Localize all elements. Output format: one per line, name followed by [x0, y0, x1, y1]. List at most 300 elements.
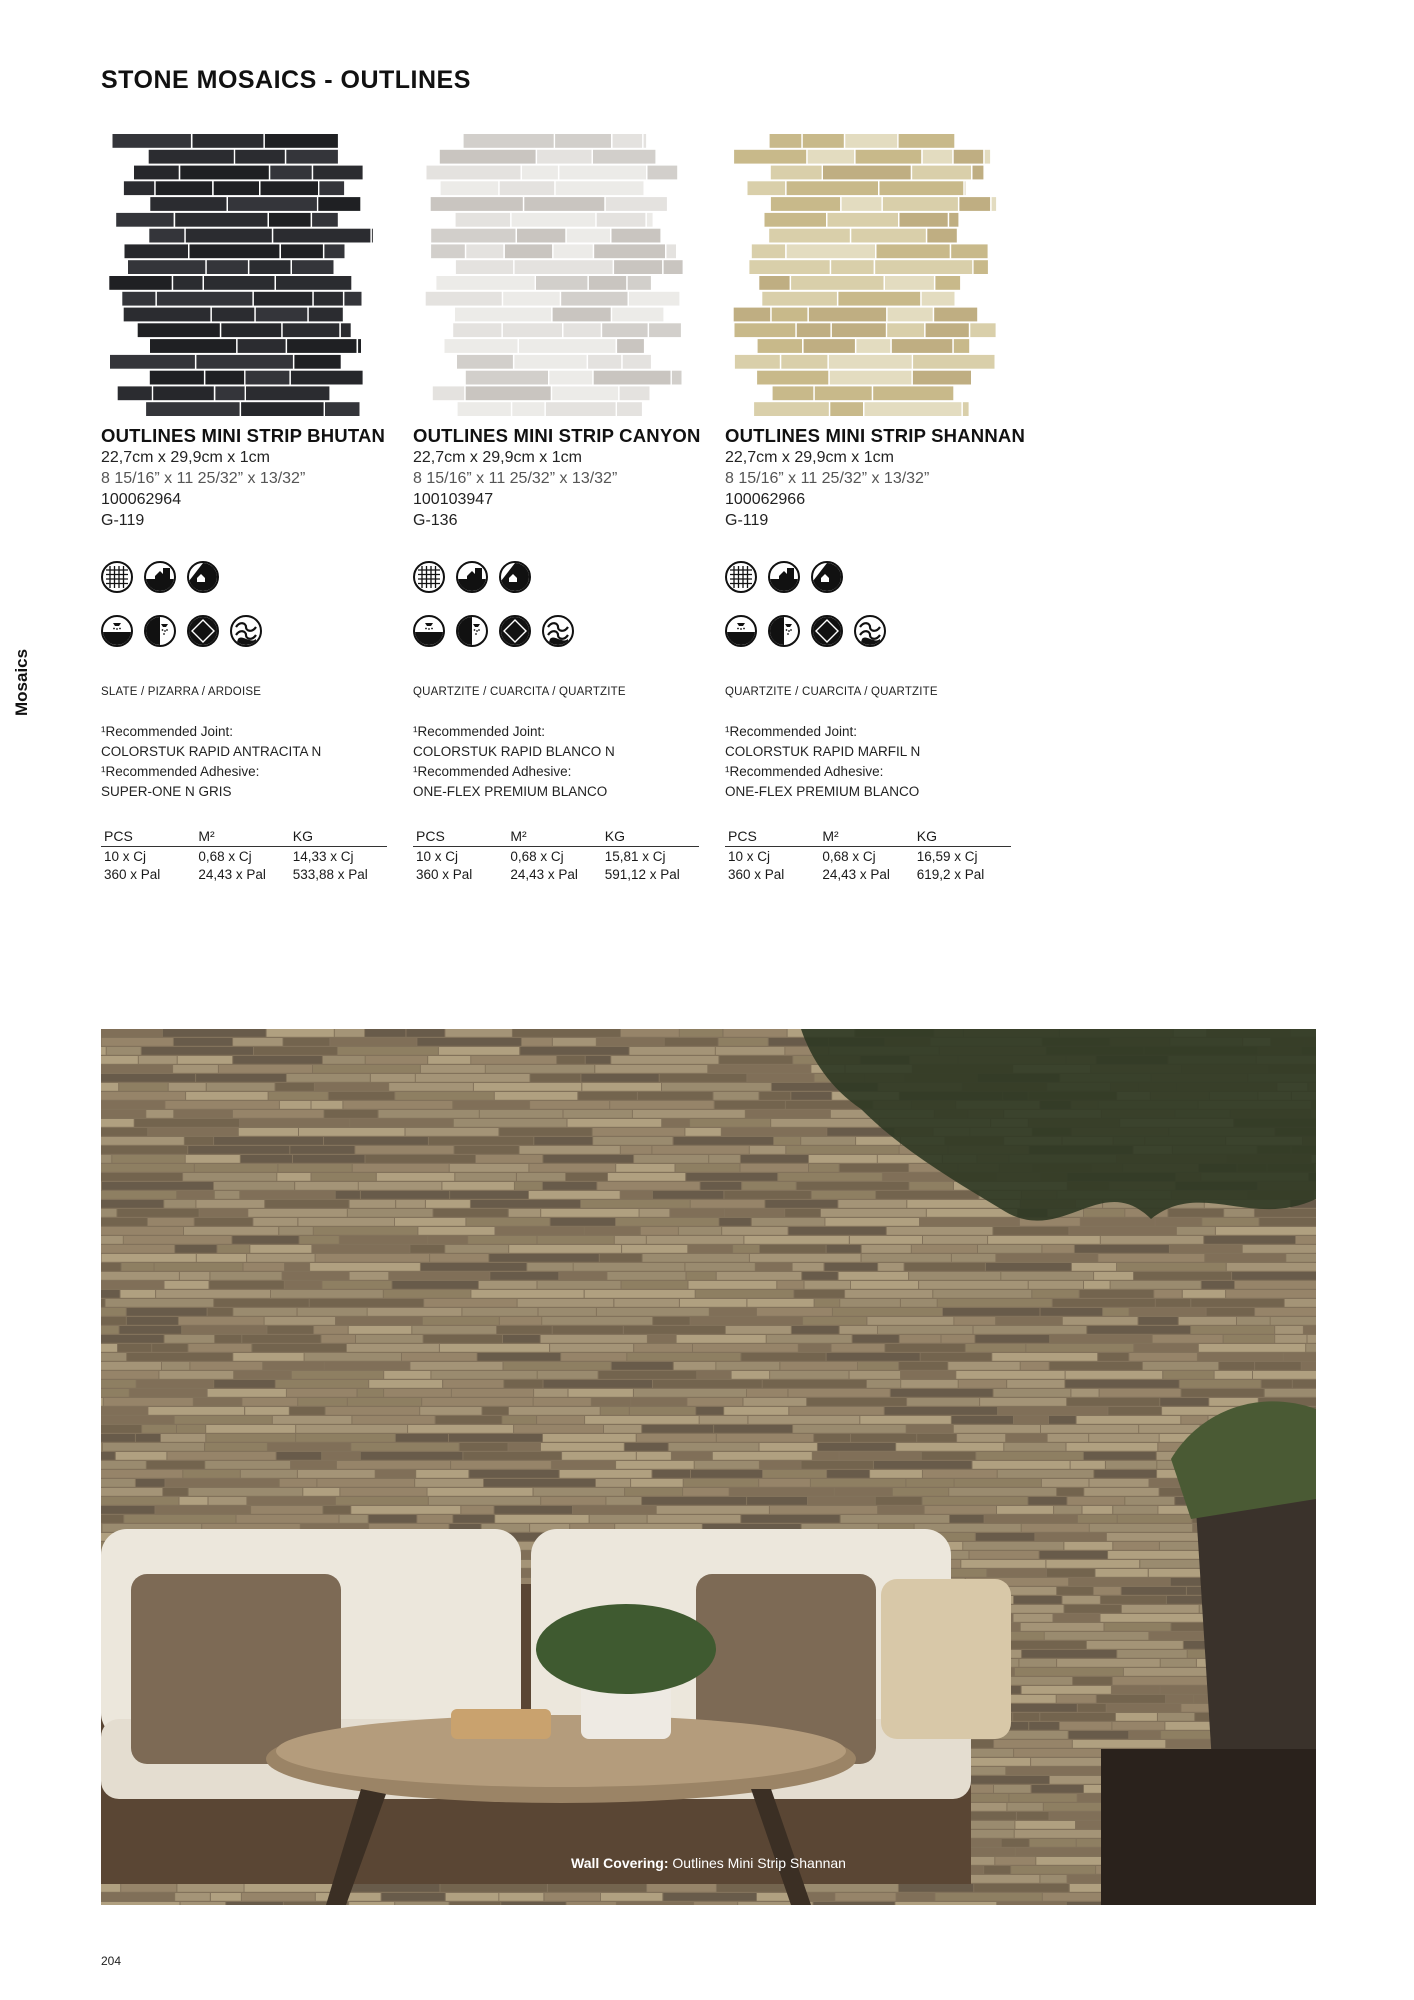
mosaic-strip — [431, 229, 515, 243]
mosaic-strip — [464, 134, 554, 148]
mosaic-strip — [235, 150, 285, 164]
mosaic-strip — [238, 339, 286, 353]
wall-home-icon — [144, 561, 176, 593]
mosaic-strip — [228, 197, 317, 211]
product-swatch-image — [725, 133, 1007, 417]
col-header-m2: M² — [819, 828, 913, 847]
mosaic-strip — [892, 339, 953, 353]
mosaic-strip — [887, 323, 924, 337]
mosaic-strip — [623, 355, 651, 369]
swirl-icon — [230, 615, 262, 647]
col-header-kg: KG — [602, 828, 699, 847]
mosaic-strip — [965, 181, 966, 195]
mosaic-strip — [113, 134, 191, 148]
usage-icons-row-1 — [725, 561, 1015, 593]
mosaic-strip — [973, 166, 984, 180]
mosaic-strip — [672, 371, 682, 385]
mosaic-strip — [505, 244, 552, 258]
mosaic-strip — [877, 244, 950, 258]
table-cell: 24,43 x Pal — [510, 867, 578, 882]
product-size-imperial: 8 15/16” x 11 25/32” x 13/32” — [725, 470, 930, 487]
joint-value: COLORSTUK RAPID BLANCO N — [413, 744, 615, 759]
adhesive-value: SUPER-ONE N GRIS — [101, 784, 232, 799]
usage-icons-row-1 — [101, 561, 391, 593]
mosaic-strip — [441, 181, 499, 195]
mosaic-strip — [536, 276, 587, 290]
mosaic-strip — [974, 260, 988, 274]
mosaic-strip — [517, 229, 565, 243]
diamond-tile-icon — [499, 615, 531, 647]
col-header-kg: KG — [914, 828, 1011, 847]
table-cell: 360 x Pal — [416, 867, 473, 882]
table-cell: 0,68 x Cj — [198, 849, 252, 864]
mosaic-strip — [283, 323, 340, 337]
mosaic-strip — [769, 229, 850, 243]
joint-label: ¹Recommended Joint: — [413, 724, 546, 739]
mosaic-strip — [173, 276, 202, 290]
mosaic-strip — [249, 260, 290, 274]
table-cell: 15,81 x Cj — [604, 849, 666, 864]
coffee-table-tray — [276, 1715, 846, 1787]
table-cell: 0,68 x Cj — [510, 849, 564, 864]
mosaic-strip — [124, 181, 154, 195]
mosaic-strip — [549, 371, 592, 385]
mosaic-strip — [614, 260, 662, 274]
mosaic-strip — [522, 166, 558, 180]
packaging-table — [725, 828, 1011, 883]
product-group: G-136 — [413, 512, 458, 529]
mosaic-strip — [118, 386, 152, 400]
product-size-metric: 22,7cm x 29,9cm x 1cm — [101, 449, 270, 466]
product-card-shannan — [725, 133, 1026, 883]
table-cell: 591,12 x Pal — [604, 867, 680, 882]
mosaic-strip — [524, 197, 604, 211]
mosaic-strip — [865, 402, 962, 416]
mosaic-strip — [765, 213, 827, 227]
product-name: OUTLINES MINI STRIP CANYON — [413, 425, 701, 446]
mosaic-strip — [754, 402, 829, 416]
mosaic-strip — [186, 229, 272, 243]
mosaic-strip — [313, 166, 362, 180]
mosaic-strip — [899, 134, 955, 148]
shower-floor-icon — [413, 615, 445, 647]
mosaic-strip — [935, 276, 960, 290]
mosaic-strip — [561, 292, 627, 306]
mosaic-strip — [830, 402, 863, 416]
photo-caption-label: Wall Covering: — [571, 1855, 669, 1871]
mosaic-strip — [205, 371, 244, 385]
mosaic-strip — [808, 150, 854, 164]
mosaic-strip — [287, 339, 356, 353]
mesh-icon — [101, 561, 133, 593]
mosaic-strip — [269, 213, 311, 227]
mosaic-strip — [954, 150, 984, 164]
mosaic-strip — [593, 150, 655, 164]
mosaic-strip — [324, 244, 344, 258]
mosaic-strip — [922, 292, 955, 306]
mosaic-strip — [830, 371, 912, 385]
mosaic-strip — [193, 134, 264, 148]
product-material: QUARTZITE / CUARCITA / QUARTZITE — [413, 686, 626, 698]
mosaic-strip — [912, 166, 971, 180]
mosaic-strip — [791, 276, 883, 290]
mosaic-strip — [124, 308, 211, 322]
mosaic-strip — [270, 166, 311, 180]
mosaic-strip — [246, 371, 290, 385]
mosaic-strip — [319, 181, 344, 195]
mosaic-strip — [555, 134, 611, 148]
mosaic-strip — [150, 371, 204, 385]
product-size-metric: 22,7cm x 29,9cm x 1cm — [413, 449, 582, 466]
mosaic-strip — [190, 244, 280, 258]
packaging-header-row — [725, 828, 1011, 847]
mosaic-strip — [613, 134, 643, 148]
mosaic-strip — [221, 323, 281, 337]
mosaic-strip — [116, 213, 173, 227]
mosaic-strip — [281, 244, 323, 258]
usage-icons-row-1 — [413, 561, 703, 593]
mosaic-strip — [292, 260, 334, 274]
wall-home-icon — [768, 561, 800, 593]
cushion-beige — [881, 1579, 1011, 1739]
mosaic-strip — [589, 276, 626, 290]
mosaic-strip — [546, 402, 616, 416]
mosaic-strip — [265, 134, 338, 148]
mosaic-strip — [617, 339, 644, 353]
mosaic-strip — [667, 244, 677, 258]
mosaic-strip — [927, 229, 957, 243]
mosaic-strip — [758, 339, 802, 353]
diamond-tile-icon — [811, 615, 843, 647]
mosaic-strip — [773, 386, 814, 400]
mosaic-strip — [325, 402, 360, 416]
mesh-icon — [413, 561, 445, 593]
mosaic-strip — [594, 371, 671, 385]
mosaic-strip — [757, 371, 828, 385]
mosaic-strip — [559, 166, 646, 180]
mosaic-strip — [286, 150, 338, 164]
mosaic-strip — [273, 229, 370, 243]
mesh-icon — [725, 561, 757, 593]
mosaic-strip — [880, 181, 964, 195]
shower-floor-icon — [725, 615, 757, 647]
mosaic-strip — [291, 371, 363, 385]
mosaic-strip — [620, 386, 650, 400]
packaging-table — [413, 828, 699, 883]
mosaic-strip — [875, 260, 972, 274]
col-header-kg: KG — [290, 828, 387, 847]
mosaic-strip — [344, 292, 361, 306]
mosaic-strip — [612, 308, 663, 322]
mosaic-strip — [772, 308, 808, 322]
mosaic-strip — [771, 197, 840, 211]
mosaic-strip — [503, 323, 562, 337]
mosaic-strip — [612, 229, 661, 243]
mosaic-strip — [913, 355, 994, 369]
mosaic-strip — [828, 213, 899, 227]
col-header-pcs: PCS — [101, 828, 195, 847]
mosaic-strip — [954, 339, 969, 353]
mosaic-strip — [567, 229, 610, 243]
mosaic-strip — [514, 355, 586, 369]
mosaic-strip — [207, 260, 248, 274]
mosaic-strip — [215, 386, 244, 400]
product-name: OUTLINES MINI STRIP SHANNAN — [725, 425, 1026, 446]
bread-plate — [451, 1709, 551, 1739]
swirl-icon — [542, 615, 574, 647]
mosaic-strip — [809, 308, 886, 322]
shower-wall-icon — [144, 615, 176, 647]
mosaic-strip — [781, 355, 827, 369]
mosaic-strip — [537, 150, 591, 164]
table-cell: 619,2 x Pal — [916, 867, 985, 882]
product-swatch-image — [101, 133, 383, 417]
mosaic-strip — [358, 339, 361, 353]
recommendations — [101, 722, 391, 802]
mosaic-strip — [149, 150, 234, 164]
mosaic-strip — [617, 402, 642, 416]
mosaic-strip — [923, 150, 952, 164]
table-row — [413, 847, 699, 866]
mosaic-strip — [312, 213, 338, 227]
mosaic-strip — [157, 292, 253, 306]
mosaic-strip — [552, 386, 618, 400]
mosaic-strip — [648, 166, 678, 180]
mosaic-strip — [175, 213, 267, 227]
mosaic-strip — [797, 323, 831, 337]
mosaic-strip — [842, 197, 882, 211]
table-cell: 10 x Cj — [416, 849, 459, 864]
table-cell: 10 x Cj — [104, 849, 147, 864]
mosaic-strip — [856, 150, 922, 164]
mosaic-strip — [433, 386, 464, 400]
col-header-m2: M² — [195, 828, 289, 847]
mosaic-strip — [256, 308, 307, 322]
table-cell: 24,43 x Pal — [198, 867, 266, 882]
mosaic-strip — [815, 386, 872, 400]
mosaic-strip — [597, 213, 646, 227]
product-card-canyon — [413, 133, 703, 883]
packaging-table — [101, 828, 387, 883]
product-size-imperial: 8 15/16” x 11 25/32” x 13/32” — [101, 470, 306, 487]
mosaic-strip — [963, 402, 969, 416]
mosaic-strip — [647, 213, 653, 227]
mosaic-strip — [564, 323, 601, 337]
mosaic-strip — [503, 292, 560, 306]
mosaic-strip — [149, 229, 184, 243]
mosaic-strip — [749, 260, 829, 274]
col-header-pcs: PCS — [413, 828, 507, 847]
product-swatch-image — [413, 133, 695, 417]
col-header-pcs: PCS — [725, 828, 819, 847]
mosaic-strip — [318, 197, 360, 211]
mosaic-strip — [606, 197, 667, 211]
shower-wall-icon — [456, 615, 488, 647]
mosaic-strip — [934, 308, 977, 322]
mosaic-strip — [214, 181, 259, 195]
mosaic-strip — [856, 339, 890, 353]
mosaic-strip — [926, 323, 969, 337]
mosaic-strip — [949, 213, 958, 227]
mosaic-strip — [762, 292, 837, 306]
product-size-imperial: 8 15/16” x 11 25/32” x 13/32” — [413, 470, 618, 487]
mosaic-strip — [752, 244, 785, 258]
wall-home-icon — [456, 561, 488, 593]
mosaic-strip — [109, 276, 171, 290]
ambience-photo-illustration — [101, 1029, 1316, 1905]
adhesive-value: ONE-FLEX PREMIUM BLANCO — [725, 784, 920, 799]
col-header-m2: M² — [507, 828, 601, 847]
mosaic-strip — [735, 355, 780, 369]
mosaic-strip — [970, 323, 995, 337]
mosaic-strip — [431, 197, 523, 211]
mosaic-strip — [664, 260, 683, 274]
table-cell: 0,68 x Cj — [822, 849, 876, 864]
mosaic-strip — [735, 323, 796, 337]
product-code: 100103947 — [413, 491, 494, 508]
mosaic-strip — [829, 355, 912, 369]
mosaic-strip — [341, 323, 351, 337]
usage-icons-row-2 — [413, 615, 703, 647]
floor-home-icon — [499, 561, 531, 593]
joint-label: ¹Recommended Joint: — [725, 724, 858, 739]
mosaic-strip — [134, 166, 179, 180]
mosaic-strip — [261, 181, 319, 195]
table-row — [413, 865, 699, 883]
mosaic-strip — [458, 402, 511, 416]
mosaic-strip — [246, 386, 329, 400]
mosaic-strip — [888, 308, 933, 322]
product-name: OUTLINES MINI STRIP BHUTAN — [101, 425, 386, 446]
mosaic-strip — [456, 260, 513, 274]
mosaic-strip — [457, 355, 513, 369]
mosaic-strip — [602, 323, 647, 337]
mosaic-strip — [885, 276, 934, 290]
adhesive-label: ¹Recommended Adhesive: — [101, 764, 260, 779]
adhesive-value: ONE-FLEX PREMIUM BLANCO — [413, 784, 608, 799]
joint-label: ¹Recommended Joint: — [101, 724, 234, 739]
mosaic-strip — [992, 197, 997, 211]
mosaic-strip — [455, 308, 551, 322]
usage-icons-row-2 — [101, 615, 391, 647]
product-material: QUARTZITE / CUARCITA / QUARTZITE — [725, 686, 938, 698]
table-cell: 360 x Pal — [104, 867, 161, 882]
table-cell: 14,33 x Cj — [292, 849, 354, 864]
mosaic-strip — [241, 402, 324, 416]
mosaic-strip — [803, 134, 844, 148]
mosaic-strip — [913, 371, 971, 385]
mosaic-strip — [553, 308, 611, 322]
mosaic-strip — [146, 402, 240, 416]
table-row — [101, 865, 387, 883]
packaging-header-row — [101, 828, 387, 847]
mosaic-strip — [594, 244, 665, 258]
mosaic-strip — [150, 197, 226, 211]
table-row — [725, 865, 1011, 883]
mosaic-strip — [588, 355, 621, 369]
mosaic-strip — [823, 166, 911, 180]
mosaic-strip — [838, 292, 920, 306]
mosaic-strip — [431, 244, 465, 258]
mosaic-strip — [734, 308, 771, 322]
mosaic-strip — [831, 260, 873, 274]
mosaic-strip — [156, 181, 212, 195]
mosaic-strip — [125, 244, 189, 258]
mosaic-strip — [515, 260, 613, 274]
mosaic-strip — [787, 244, 875, 258]
table-row — [101, 847, 387, 866]
product-size-metric: 22,7cm x 29,9cm x 1cm — [725, 449, 894, 466]
ambience-photo — [101, 1029, 1316, 1905]
mosaic-strip — [804, 339, 855, 353]
mosaic-strip — [748, 181, 786, 195]
mosaic-strip — [254, 292, 312, 306]
page-title: STONE MOSAICS - OUTLINES — [101, 66, 471, 94]
mosaic-strip — [440, 150, 536, 164]
mosaic-strip — [466, 386, 551, 400]
mosaic-strip — [180, 166, 268, 180]
mosaic-strip — [628, 276, 651, 290]
product-group: G-119 — [725, 512, 769, 529]
mosaic-strip — [445, 339, 518, 353]
mosaic-strip — [883, 197, 958, 211]
mosaic-strip — [512, 213, 596, 227]
product-group: G-119 — [101, 512, 145, 529]
mosaic-strip — [770, 134, 802, 148]
mosaic-strip — [122, 292, 155, 306]
mosaic-strip — [845, 134, 897, 148]
mosaic-strip — [466, 371, 548, 385]
page-number: 204 — [101, 1954, 122, 1968]
mosaic-strip — [771, 166, 822, 180]
mosaic-strip — [519, 339, 616, 353]
mosaic-strip — [832, 323, 886, 337]
mosaic-strip — [554, 244, 593, 258]
mosaic-strip — [512, 402, 544, 416]
mosaic-strip — [759, 276, 789, 290]
table-row — [725, 847, 1011, 866]
table-cell: 16,59 x Cj — [916, 849, 978, 864]
mosaic-strip — [649, 323, 681, 337]
mosaic-strip — [294, 355, 340, 369]
mosaic-strip — [196, 355, 293, 369]
recommendations — [725, 722, 1015, 802]
product-card-bhutan — [101, 133, 391, 883]
mosaic-strip — [456, 213, 511, 227]
photo-caption-value: Outlines Mini Strip Shannan — [672, 1855, 846, 1871]
mosaic-strip — [985, 150, 990, 164]
recommendations — [413, 722, 703, 802]
shower-wall-icon — [768, 615, 800, 647]
product-material: SLATE / PIZARRA / ARDOISE — [101, 686, 262, 698]
mosaic-strip — [276, 276, 351, 290]
mosaic-strip — [851, 229, 926, 243]
photo-caption — [101, 1855, 1316, 1871]
mosaic-strip — [138, 323, 220, 337]
mosaic-strip — [110, 355, 195, 369]
table-cell: 10 x Cj — [728, 849, 771, 864]
mosaic-strip — [153, 386, 214, 400]
packaging-header-row — [413, 828, 699, 847]
mosaic-strip — [150, 339, 236, 353]
mosaic-strip — [500, 181, 555, 195]
diamond-tile-icon — [187, 615, 219, 647]
joint-value: COLORSTUK RAPID ANTRACITA N — [101, 744, 322, 759]
mosaic-strip — [427, 166, 521, 180]
swirl-icon — [854, 615, 886, 647]
lantern — [1101, 1749, 1316, 1905]
floor-home-icon — [811, 561, 843, 593]
